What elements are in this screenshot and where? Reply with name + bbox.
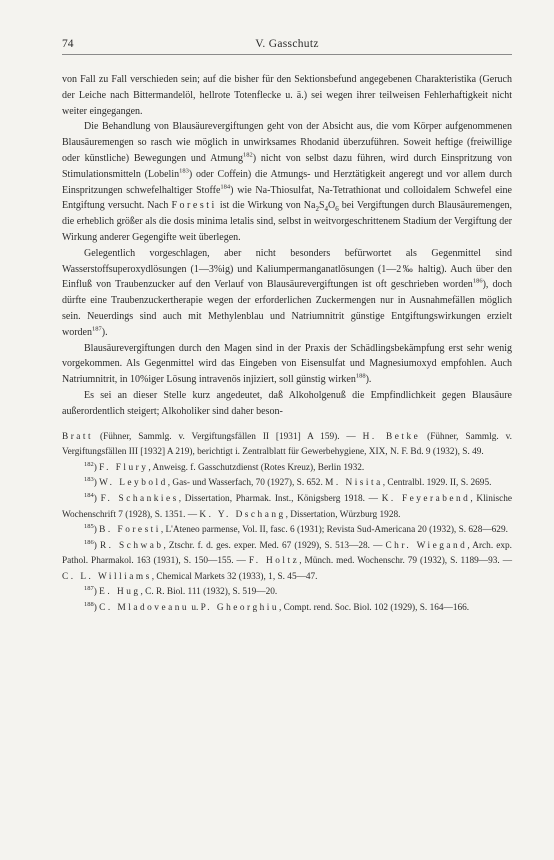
footnote-185: $^{185}$) B. Foresti, L'Ateneo parmense, Vol. II, fasc. 6 (1931); Revista Sud-Americana 20 (1932), S. 628—629. bbox=[84, 523, 508, 536]
footnote-ref-188: 188 bbox=[355, 372, 366, 380]
running-head: V. Gasschutz bbox=[255, 38, 319, 50]
author-name: Foresti bbox=[171, 200, 217, 212]
paragraph-1: von Fall zu Fall verschieden sein; auf die bisher für den Sektionsbefund angegebenen Charakteristika (Geruch der Leiche nach Bittermandelöl, hellrote Totenflecke u. ä.) sei wegen ihrer teilweisen Fehlerhaftigkeit nicht weiter eingegangen. bbox=[62, 74, 512, 117]
footnote-188: $^{188}$) C. Mladoveanu u. P. Gheorghiu, Compt. rend. Soc. Biol. 102 (1929), S. 164—166. bbox=[84, 600, 470, 614]
paragraph-2: Die Behandlung von Blausäurevergiftungen geht von der Absicht aus, die vom Körper aufgenommenen Blausäuremengen so rasch wie möglich in unwirksames Rhodanid überzuführen. Soweit heftige (freiwillige oder künstliche) Bewegungen und Atmung$^{182}$) nicht von selbst dazu führen, wird durch Einspritzung von Stimulationsmitteln (Lobelin$^{183}$) oder Coffein) die Atmungs- und Herztätigkeit angeregt und vor allem durch Einspritzungen schwefelhaltiger Stoffe$^{184}$) wie Na-Thiosulfat, Na-Tetrathionat und colloidalem Schwefel eine Entgiftung versucht. Nach Foresti ist die Wirkung von $Na_2S_4O_6$ bei Vergiftungen durch Blausäuremengen, die erheblich größer als die dosis minima letalis sind, selbst in weitvorgeschrittenem Stadium der Vergiftung der Wirkung anderer Gegengifte weit überlegen. bbox=[62, 121, 513, 243]
footnote-184: $^{184}$) F. Schankies, Dissertation, Pharmak. Inst., Königsberg 1918. — K. Feyerabend, Klinische Wochenschrift 7 (1928), S. 1351. — K. Y. Dschang, Dissertation, Würzburg 1928. bbox=[62, 491, 512, 520]
page-number: 74 bbox=[62, 38, 74, 50]
footnote-186: $^{186}$) R. Schwab, Ztschr. f. d. ges. exper. Med. 67 (1929), S. 513—28. — Chr. Wiegand, Arch. exp. Pathol. Pharmakol. 163 (1931), S. 150—155. — F. Holtz, Münch. med. Wochenschr. 79 (1932), S. 1189—93. — C. L. Williams, Chemical Markets 32 (1933), 1, S. 45—47. bbox=[62, 538, 512, 582]
footnotes bbox=[62, 430, 512, 617]
footnote-183: $^{183}$) W. Leybold, Gas- und Wasserfach, 70 (1927), S. 652. M. Nisita, Centralbl. 1929. II, S. 2695. bbox=[84, 476, 492, 489]
main-text bbox=[62, 72, 512, 617]
paragraph-3: Gelegentlich vorgeschlagen, aber nicht besonders befürwortet als Gegenmittel sind Wasserstoffsuperoxydlösungen (1—3%ig) und Kaliumpermanganatlösungen (1—2‰ haltig). Auch über den Einfluß von Traubenzucker auf den Verlauf von Blausäurevergiftungen ist oft geschrieben worden$^{186}$), doch dürfte eine Traubenzuckertherapie wegen der erforderlichen Zuckermengen nur in Ausnahmefällen möglich sein. Neuerdings sind auch mit Methylenblau und Natriumnitrit günstige Entgiftungswirkungen erzielt worden$^{187}$). bbox=[62, 247, 512, 338]
footnote-ref-183: 183 bbox=[179, 167, 189, 175]
footnote-continued: Bratt (Fühner, Sammlg. v. Vergiftungsfällen II [1931] A 159). — H. Betke (Fühner, Sammlg. v. Vergiftungsfällen III [1932] A 219), berichtigt i. Zentralblatt für Gewerbehygiene, XIX, N. F. Bd. 9 (1932), S. 49. bbox=[62, 431, 512, 458]
paragraph-4: Blausäurevergiftungen durch den Magen sind in der Praxis der Schädlingsbekämpfung erst sehr wenig vorgekommen. Als Gegenmittel wird das Eingeben von Eisensulfat und Magnesiumoxyd empfohlen. Auch Natriumnitrit, in 10%iger Lösung intravenös injiziert, soll günstig wirken$^{188}$). bbox=[62, 342, 512, 386]
page-header bbox=[62, 38, 512, 55]
footnote-182: $^{182}$) F. Flury, Anweisg. f. Gasschutzdienst (Rotes Kreuz), Berlin 1932. bbox=[84, 460, 365, 473]
footnote-ref-187: 187 bbox=[92, 325, 102, 333]
paragraph-5: Es sei an dieser Stelle kurz angedeutet, daß Alkoholgenuß die Empfindlichkeit gegen Blausäure außerordentlich steigert; Alkoholiker sind daher beson- bbox=[62, 389, 512, 417]
footnote-187: $^{187}$) E. Hug, C. R. Biol. 111 (1932), S. 519—20. bbox=[84, 585, 278, 598]
footnote-ref-186: 186 bbox=[472, 278, 483, 286]
footnote-ref-182: 182 bbox=[242, 151, 253, 159]
footnote-ref-184: 184 bbox=[220, 183, 231, 191]
